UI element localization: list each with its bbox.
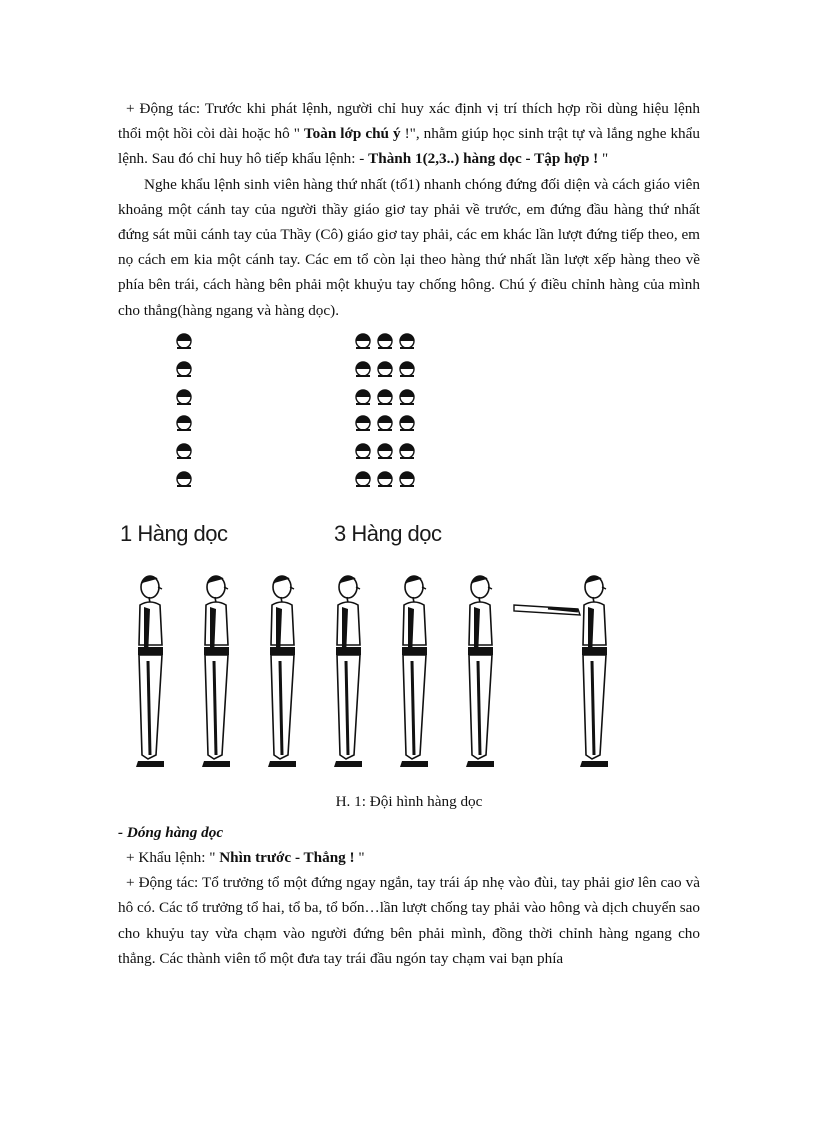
teacher-figure xyxy=(514,576,608,767)
paragraph-alignment-action: + Động tác: Tổ trưởng tổ một đứng ngay ngắn, tay trái áp nhẹ vào đùi, tay phải giơ lên cao và hô có. Các tổ trưởng tổ hai, tổ ba, tổ bốn…lần lượt chống tay phải vào hông và dịch chuyển sao cho khuỷu tay vừa chạm vào người đứng bên phải mình, đồng thời chỉnh hàng ngang cho thẳng. Các thành viên tổ một đưa tay trái đầu ngón tay chạm vai bạn phía xyxy=(118,874,700,967)
single-column-heads xyxy=(177,334,191,486)
section-heading: - Dóng hàng dọc xyxy=(118,823,224,841)
paragraph-instructions: Nghe khẩu lệnh sinh viên hàng thứ nhất (tổ1) nhanh chóng đứng đối diện và cách giáo viên khoảng một cánh tay của người thầy giáo giơ tay phải về trước, em đứng đầu hàng thứ nhất đứng sát mũi cánh tay của Thầy (Cô) giáo giơ tay phải, các em khác lần lượt đứng tiếp theo, em nọ cách em kia một cánh tay. Các em tổ còn lại theo hàng thứ nhất lần lượt xếp hàng theo về phía bên trái, cách hàng bên phải một khuỷu tay chống hông. Chú ý điều chỉnh hàng của mình cho thẳng(hàng ngang và hàng dọc). xyxy=(118,175,700,319)
document-page xyxy=(118,96,700,971)
paragraph-action-intro: + Động tác: Trước khi phát lệnh, người chỉ huy xác định vị trí thích hợp rồi dùng hiệu lệnh thổi một hồi còi dài hoặc hô " Toàn lớp chú ý !", nhằm giúp học sinh trật tự và lắng nghe khẩu lệnh. Sau đó chỉ huy hô tiếp khẩu lệnh: - Thành 1(2,3..) hàng dọc - Tập hợp ! " xyxy=(118,100,700,168)
triple-column-heads xyxy=(356,334,414,486)
figure-caption: H. 1: Đội hình hàng dọc xyxy=(335,792,483,810)
label-single-column: 1 Hàng dọc xyxy=(120,520,228,546)
formation-illustration xyxy=(118,331,700,787)
formation-figure xyxy=(118,331,700,787)
label-triple-column: 3 Hàng dọc xyxy=(334,520,442,546)
standing-students xyxy=(136,576,494,767)
bold-look-ahead-command: Nhìn trước - Thẳng ! xyxy=(219,849,355,867)
bold-form-line-command: Thành 1(2,3..) hàng dọc - Tập hợp ! xyxy=(368,150,599,168)
bold-attention-command: Toàn lớp chú ý xyxy=(303,125,401,143)
command-line: + Khẩu lệnh: " Nhìn trước - Thẳng ! " xyxy=(126,849,365,867)
